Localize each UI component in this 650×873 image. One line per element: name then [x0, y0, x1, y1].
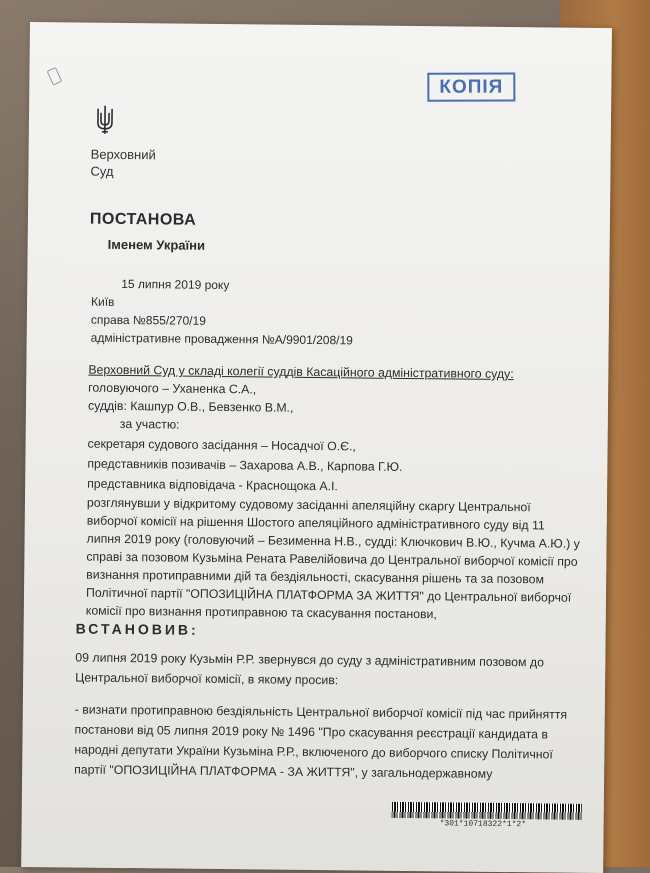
paragraph-line: народні депутати України Кузьміна Р.Р., включеного до виборчого списку Політичної — [74, 742, 553, 762]
secretary: секретаря судового засідання – Носадчої О.Є., — [87, 436, 356, 454]
section-heading: ВСТАНОВИВ: — [75, 620, 199, 638]
panel-composition: Верховний Суд у складі колегії суддів Касаційного адміністративного суду: — [88, 362, 514, 382]
court-name-line1: Верховний — [90, 146, 156, 163]
proceeding-number: адміністративне провадження №А/9901/208/19 — [90, 330, 353, 348]
document-subtitle: Іменем України — [107, 236, 206, 253]
paragraph-line: Політичної партії "ОПОЗИЦІЙНА ПЛАТФОРМА ЗА ЖИТТЯ" до Центральної виборчої — [85, 585, 572, 605]
barcode — [392, 802, 582, 820]
court-name-line2: Суд — [90, 163, 114, 179]
judges: суддів: Кашпур О.В., Бевзенко В.М., — [87, 398, 294, 415]
document-title: ПОСТАНОВА — [89, 210, 197, 229]
participation-label: за участю: — [119, 416, 180, 432]
trident-emblem-icon — [95, 105, 115, 135]
paragraph-line: комісії про визнання протиправною та скасування постанови, — [85, 603, 437, 622]
case-number: справа №855/270/19 — [90, 312, 206, 328]
paragraph-line: справі за позовом Кузьміна Рената Равелійовича до Центральної виборчої комісії про — [86, 549, 578, 569]
presiding-judge: головуючого – Уханенка С.А., — [88, 380, 257, 397]
paragraph-line: постанови від 05 липня 2019 року № 1496 "Про скасування реєстрації кандидата в — [74, 722, 549, 742]
paragraph-line: розглянувши у відкритому судовому засіданні апеляційну скаргу Центральної — [86, 495, 531, 515]
copy-stamp: КОПІЯ — [427, 72, 515, 101]
paragraph-line: партії "ОПОЗИЦІЙНА ПЛАТФОРМА - ЗА ЖИТТЯ", у загальнодержавному — [74, 762, 493, 781]
paragraph-line: виборчої комісії на рішення Шостого апеляційного адміністративного суду від 11 — [86, 513, 545, 533]
staple-hole — [47, 67, 63, 86]
decision-date: 15 липня 2019 року — [121, 276, 230, 293]
decision-city: Київ — [91, 294, 115, 309]
paragraph-line: липня 2019 року (головуючий – Безименна Н.В., судді: Ключкович В.Ю., Кучма А.Ю.) у — [86, 531, 580, 551]
paragraph-line: Центральної виборчої комісії, в якому просив: — [75, 670, 339, 688]
defendant-representative: представника відповідача - Краснощока А.І. — [87, 476, 338, 494]
paragraph-line: визнання протиправними дій та бездіяльності, скасування рішень та за позовом — [86, 567, 545, 587]
paragraph-line: 09 липня 2019 року Кузьмін Р.Р. звернувся до суду з адміністративним позовом до — [75, 650, 545, 670]
document-page — [21, 22, 612, 873]
barcode-number: *301*10718322*1*2* — [439, 819, 527, 830]
plaintiff-representatives: представників позивачів – Захарова А.В., Карпова Г.Ю. — [87, 456, 403, 474]
paragraph-line: - визнати протиправною бездіяльність Центральної виборчої комісії під час прийняття — [74, 702, 568, 722]
